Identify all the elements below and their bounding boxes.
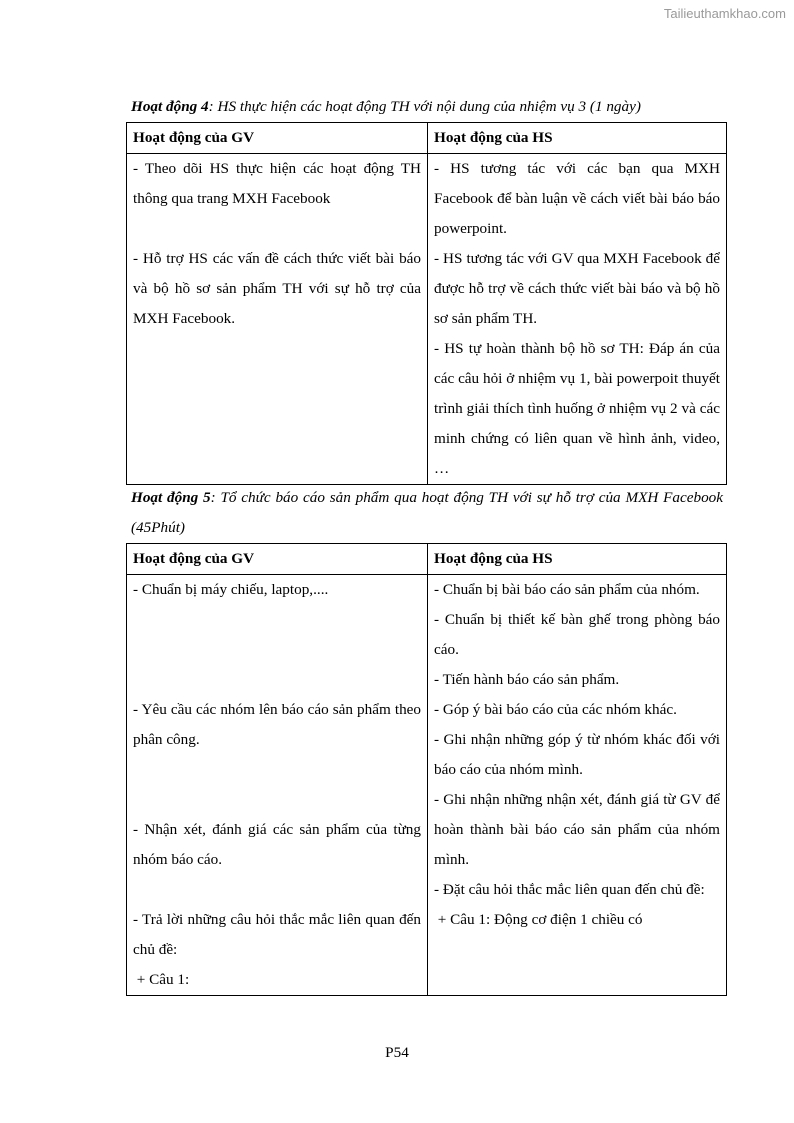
hs-item: - Tiến hành báo cáo sản phẩm. [434,671,620,688]
hs-item: - Góp ý bài báo cáo của các nhóm khác. [434,701,677,718]
activity4-heading-label: Hoạt động 4 [131,98,209,115]
activity5-heading [131,483,723,543]
hs-item: - HS tự hoàn thành bộ hồ sơ TH: Đáp án của các câu hỏi ở nhiệm vụ 1, bài powerpoit thuyết trình giải thích tình huống ở nhiệm vụ 2 và các minh chứng có liên quan về hình ảnh, video, … [434,340,720,477]
gv-item: - Trả lời những câu hỏi thắc mắc liên quan đến chủ đề: [133,911,421,958]
activity4-heading-text: : HS thực hiện các hoạt động TH với nội dung của nhiệm vụ 3 (1 ngày) [208,98,641,115]
table-header-row [127,123,727,154]
table-header-row [127,544,727,575]
activity5-heading-text: : Tổ chức báo cáo sản phẩm qua hoạt động TH với sự hỗ trợ của MXH Facebook (45Phút) [131,489,723,536]
watermark: Tailieuthamkhao.com [663,6,786,21]
hs-item: - Đặt câu hỏi thắc mắc liên quan đến chủ đề: [434,881,705,898]
activity5-table [126,543,727,996]
column-header-gv: Hoạt động của GV [127,123,428,154]
hs-cell [428,154,727,485]
gv-item: - Yêu cầu các nhóm lên báo cáo sản phẩm theo phân công. [133,701,421,748]
activity4-heading [131,92,723,122]
page-number: P54 [385,1044,409,1061]
hs-item: - Chuẩn bị bài báo cáo sản phẩm của nhóm. [434,581,700,598]
gv-item: - Chuẩn bị máy chiếu, laptop,.... [133,581,329,598]
column-header-gv: Hoạt động của GV [127,544,428,575]
column-header-hs: Hoạt động của HS [428,123,727,154]
hs-item: + Câu 1: Động cơ điện 1 chiều có [434,911,643,928]
gv-item: + Câu 1: [133,971,190,988]
table-row [127,154,727,485]
hs-item: - Ghi nhận những góp ý từ nhóm khác đối với báo cáo của nhóm mình. [434,731,720,778]
gv-item: - Nhận xét, đánh giá các sản phẩm của từng nhóm báo cáo. [133,821,421,868]
gv-cell [127,575,428,996]
activity5-heading-label: Hoạt động 5 [131,489,211,506]
hs-item: - Ghi nhận những nhận xét, đánh giá từ GV để hoàn thành bài báo cáo sản phẩm của nhóm mình. [434,791,720,868]
hs-item: - HS tương tác với các bạn qua MXH Facebook để bàn luận về cách viết bài báo báo powerpoint. [434,160,720,237]
column-header-hs: Hoạt động của HS [428,544,727,575]
table-row [127,575,727,996]
gv-cell [127,154,428,485]
hs-item: - HS tương tác với GV qua MXH Facebook để được hỗ trợ về cách thức viết bài báo và bộ hồ sơ sản phẩm TH. [434,250,720,327]
activity4-table [126,122,727,485]
gv-item: - Theo dõi HS thực hiện các hoạt động TH thông qua trang MXH Facebook [133,160,421,207]
hs-cell [428,575,727,996]
gv-item: - Hỗ trợ HS các vấn đề cách thức viết bài báo và bộ hồ sơ sản phẩm TH với sự hỗ trợ của MXH Facebook. [133,250,421,327]
hs-item: - Chuẩn bị thiết kế bàn ghế trong phòng báo cáo. [434,611,720,658]
